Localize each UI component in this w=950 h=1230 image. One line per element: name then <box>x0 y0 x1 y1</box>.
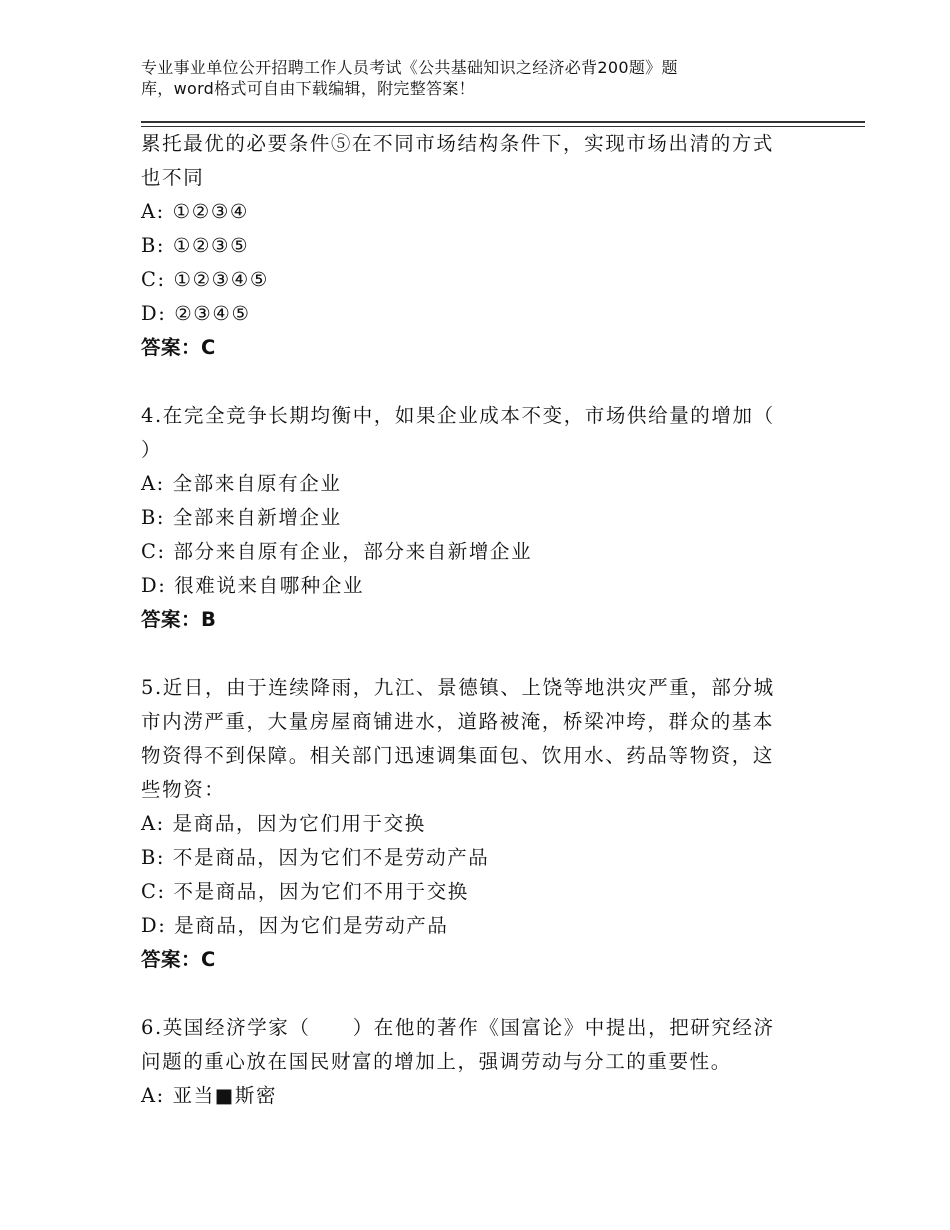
question-3-stem-line-1: 累托最优的必要条件⑤在不同市场结构条件下，实现市场出清的方式 <box>141 132 775 155</box>
question-4-option-a: A: 全部来自原有企业 <box>141 472 342 495</box>
question-5-stem-line-4: 些物资： <box>141 778 226 801</box>
question-4 <box>141 399 801 637</box>
question-5-stem-line-1: 5.近日，由于连续降雨，九江、景德镇、上饶等地洪灾严重，部分城 <box>141 676 775 699</box>
question-6-option-a: A: 亚当■斯密 <box>141 1084 278 1107</box>
question-5 <box>141 671 801 977</box>
header-divider-thick <box>141 121 865 123</box>
question-5-stem-line-3: 物资得不到保障。相关部门迅速调集面包、饮用水、药品等物资，这 <box>141 744 775 767</box>
question-3 <box>141 127 801 365</box>
header-title-line-2: 库，word格式可自由下载编辑，附完整答案！ <box>141 79 475 98</box>
question-3-option-d: D: ②③④⑤ <box>141 302 251 325</box>
spacer <box>141 977 801 1011</box>
question-5-answer: 答案：C <box>141 948 216 971</box>
question-content <box>141 127 801 1113</box>
question-3-answer: 答案：C <box>141 336 216 359</box>
page-header <box>141 57 781 99</box>
header-title-line-1: 专业事业单位公开招聘工作人员考试《公共基础知识之经济必背200题》题 <box>141 58 678 77</box>
question-6-stem-line-1: 6.英国经济学家（ ）在他的著作《国富论》中提出，把研究经济 <box>141 1016 775 1039</box>
question-3-option-b: B: ①②③⑤ <box>141 234 250 257</box>
question-5-option-a: A: 是商品，因为它们用于交换 <box>141 812 426 835</box>
question-4-answer: 答案：B <box>141 608 217 631</box>
question-4-option-c: C: 部分来自原有企业，部分来自新增企业 <box>141 540 533 563</box>
question-5-stem-line-2: 市内涝严重，大量房屋商铺进水，道路被淹，桥梁冲垮，群众的基本 <box>141 710 775 733</box>
question-5-option-d: D: 是商品，因为它们是劳动产品 <box>141 914 449 937</box>
spacer <box>141 365 801 399</box>
question-4-option-d: D: 很难说来自哪种企业 <box>141 574 365 597</box>
question-6-stem-line-2: 问题的重心放在国民财富的增加上，强调劳动与分工的重要性。 <box>141 1050 732 1073</box>
question-4-stem-line-1: 4.在完全竞争长期均衡中，如果企业成本不变，市场供给量的增加（ <box>141 404 775 427</box>
question-3-option-c: C: ①②③④⑤ <box>141 268 269 291</box>
question-3-option-a: A: ①②③④ <box>141 200 249 223</box>
spacer <box>141 637 801 671</box>
question-3-stem-line-2: 也不同 <box>141 166 205 189</box>
question-4-stem-line-2: ） <box>141 438 163 461</box>
question-5-option-b: B: 不是商品，因为它们不是劳动产品 <box>141 846 490 869</box>
question-5-option-c: C: 不是商品，因为它们不用于交换 <box>141 880 469 903</box>
question-4-option-b: B: 全部来自新增企业 <box>141 506 342 529</box>
question-6 <box>141 1011 801 1113</box>
